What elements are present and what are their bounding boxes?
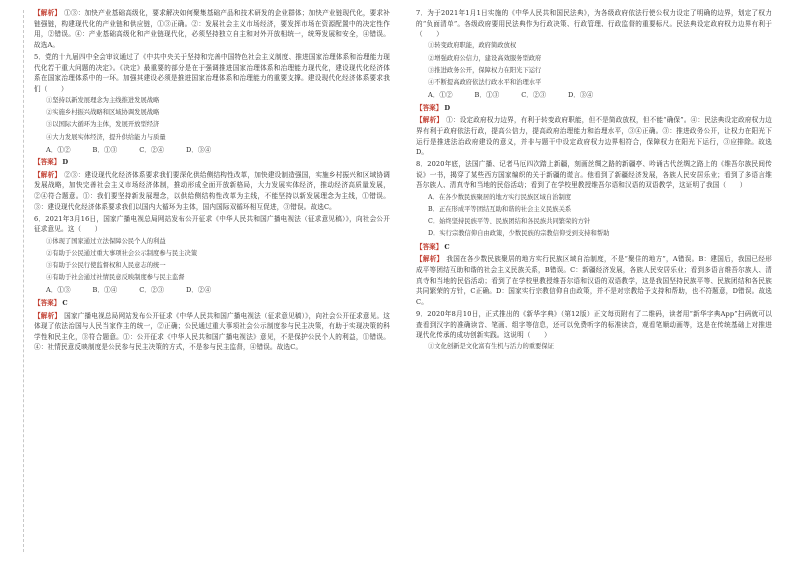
page-fold-line [23, 10, 24, 552]
q7-explanation-text-2: ④：民法典设定政府权力边界有利于政府依法行政，提高公信力，提高政府治理能力和治理水平，③④正确。③：推进政务公开，让权力在阳光下运行是推进法治政府建设的意义，并非与题干中设定政府权力边界相符合，保障权力在阳光下运行，③应排除。故选D。 [416, 116, 772, 157]
answer-label: 【答案】 [416, 242, 443, 251]
q7-option-2: ②增强政府公信力，建设高效服务型政府 [428, 54, 542, 62]
question-9: 9．2020年8月10日，正式推出的《新华字典》（第12版）正文每页附有了二维码，读者用“新华字典App”扫码就可以查看到汉字的准确读音、笔画、组字等信息，还可以免费听字的标准读音，观看笔顺动画等，这是在传统基础上对推进现代化传承的成功创新实践。这说明（ ） [416, 309, 772, 340]
q4-explanation-text: ①③：加快产业基础高级化，要求解决如何聚集基础产品和技术研发的企业群体；加快产业链现代化，要求补链强链，构建现代化的产业链和供应链，①③正确。②：发展社会主义市场经济，要发挥市场在资源配置中的决定性作用，②错误。④：产业基础高级化和产业链现代化，必须坚持独立自主和对外开放相统一，统筹发展和安全，④错误。故选A。 [34, 9, 390, 49]
q6-choice-b: B．①④ [92, 286, 118, 295]
q8-answer-value: C [444, 242, 450, 251]
q5-option-1: ①坚持以新发展理念为主线推进发展战略 [46, 96, 160, 104]
q7-answer-value: D [444, 103, 451, 112]
q5-option-2: ②实施乡村振兴战略和区域协调发展战略 [46, 109, 160, 117]
q8-option-d: D．实行宗教信仰自由政策，少数民族的宗教信仰受到支持和帮助 [428, 230, 610, 238]
q4-explanation [34, 8, 390, 50]
explanation-label: 【解析】 [34, 9, 62, 17]
q7-explanation-text-1: ①：设定政府权力边界，有利于转变政府职能，但不是简政放权，但不能“确保”。 [446, 116, 691, 125]
answer-label: 【答案】 [34, 298, 61, 307]
q7-answer [416, 103, 772, 114]
q6-choice-d: D．②④ [186, 286, 212, 295]
q5-explanation-text: ②③：建设现代化经济体系要求我们要深化供给侧结构性改革，加快建设制造强国，实施乡村振兴和区域协调发展战略，加快完善社会主义市场经济体制，推动形成全面开放新格局，大力发展实体经济，推动经济高质量发展，②④符合题意。①：我们要坚持新发展理念，以供给侧结构性改革为主线，不能坚持以新发展理念为主线，①错误。③：建设现代化经济体系要求我们以国内大循环为主体，国内国际双循环相互促进，③错误。故选C。 [34, 170, 390, 211]
q7-option-3: ③推进政务公开，保障权力在阳光下运行 [428, 66, 542, 74]
q5-choice-a: A．①② [46, 145, 71, 154]
question-6: 6．2021年3月16日，国家广播电视总局网站发布公开征求《中华人民共和国广播电视法（征求意见稿）》，向社会公开征求意见。这（ ） [34, 214, 390, 234]
right-column [416, 8, 772, 355]
q6-choices [46, 285, 390, 296]
q8-explanation [416, 254, 772, 307]
explanation-label: 【解析】 [34, 170, 62, 179]
explanation-label: 【解析】 [34, 311, 62, 320]
q6-option-4: ④有助于社会通过社情民意反映制度参与民主监督 [46, 274, 185, 282]
q7-option-4: ④不断提高政府依法行政水平和治理水平 [428, 78, 542, 86]
q7-choice-c: C．②③ [521, 91, 547, 100]
q8-answer [416, 242, 772, 253]
q7-option-1: ①转变政府职能，政府简政放权 [428, 42, 517, 50]
left-column [34, 8, 390, 355]
q6-answer [34, 298, 390, 309]
question-8: 8．2020年底，法国广播、记者马厄四次踏上新疆，刻画丝绸之路的新疆亭、吟诵古代丝绸之路上的《维吾尔族民间传说》一书，揭穿了某些西方国家编织的关于新疆的谎言。他看到了新疆经济发展，各族人民安居乐业；看到了多语言维吾尔族人、清真寺和当地的民俗活动；看到了在学校里教授维吾尔语和汉语的双语教学，这证明了我国（ ） [416, 160, 772, 190]
q7-explanation [416, 115, 772, 157]
q6-option-1: ①体现了国家通过立法保障公民个人的利益 [46, 237, 166, 245]
question-7: 7．为于2021年1月1日实施的《中华人民共和国民法典》，为各级政府依法行使公权力设定了明确的边界，划定了权力的“负面清单”。各级政府要用民法典作为行政决策、行政管理、行政监督的重要标尺。民法典设定政府权力边界有利于（ ） [416, 9, 772, 39]
q7-choices [428, 90, 772, 101]
q7-choice-d: D．③④ [568, 91, 594, 100]
q6-answer-value: C [62, 298, 68, 307]
q8-option-b: B．正在形成平等团结互助和谐的社会主义民族关系 [428, 205, 572, 213]
q5-choice-d: D．③④ [186, 145, 212, 154]
answer-label: 【答案】 [416, 103, 443, 112]
explanation-label: 【解析】 [416, 255, 444, 264]
q6-explanation [34, 311, 390, 353]
q6-explanation-text: 国家广播电视总局网站发布公开征求《中华人民共和国广播电视法（征求意见稿）》，向社会公开征求意见。这体现了依法治国与人民当家作主的统一，②正确；公民通过重大事项社会公示制度参与民主决策，有助于实现决策的科学性和民主化，③符合题意。①：公开征求《中华人民共和国广播电视法》意见，不是保护公民个人的利益，①错误。④：社情民意反映制度是公民参与民主决策的方式，不是参与民主监督，④错误。故选C。 [34, 311, 391, 352]
q5-option-4: ④大力发展实体经济，提升供给能力与质量 [46, 133, 166, 141]
q7-choice-b: B．①③ [474, 91, 500, 100]
explanation-label: 【解析】 [416, 116, 444, 125]
question-5: 5．党的十九届四中全会审议通过了《中共中央关于坚持和完善中国特色社会主义制度、推进国家治理体系和治理能力现代化若干重大问题的决定》。《决定》最重要的部分是在于强调推进国家治理体系和治理能力现代化，建设现代化经济体系在国家治理体系中的一环。加强其建设必须是推进国家治理体系和治理能力的重要支撑。建设现代化经济体系要求我们（ ） [34, 52, 390, 93]
q6-choice-c: C．②③ [139, 286, 165, 295]
q5-choice-b: B．①③ [92, 145, 118, 154]
q5-choices [46, 145, 390, 156]
q6-option-3: ③有助于公民行使监督权和人民意志的统一 [46, 262, 166, 269]
q5-choice-c: C．②④ [139, 145, 165, 154]
q5-answer [34, 157, 390, 168]
q9-option-1: ①文化创新是文化富有生机与活力的重要保证 [428, 343, 554, 351]
q8-option-a: A．在各少数民族聚居的地方实行民族区域自治制度 [428, 193, 572, 201]
q5-explanation [34, 170, 390, 212]
answer-label: 【答案】 [34, 158, 61, 167]
q8-explanation-text: 我国在各少数民族聚居的地方实行民族区域自治制度，不是“聚住的地方”，A错误。B：建国后，我国已经形成平等团结互助和谐的社会主义民族关系，B错误。C：新疆经济发展，各族人民安居乐业；看到多语言维吾尔族人、清真寺和当地的民俗活动；看到了在学校里教授维吾尔语和汉语的双语教学，这是我国坚持民族平等、民族团结和各民族共同繁荣的方针，C正确。D：国家实行宗教信仰自由政策，并不是对宗教给予支持和帮助，也不符题意，D错误。故选C。 [416, 255, 772, 306]
q6-choice-a: A．①③ [46, 286, 71, 295]
q7-choice-a: A．①② [428, 91, 453, 100]
q5-answer-value: D [62, 158, 69, 167]
q5-option-3: ③以国际大循环为主体，发展开放型经济 [46, 121, 160, 129]
q6-option-2: ②有助于公民通过重大事项社会公示制度参与民主决策 [46, 249, 198, 257]
q8-option-c: C．始终坚持民族平等、民族团结和各民族共同繁荣的方针 [428, 218, 591, 226]
